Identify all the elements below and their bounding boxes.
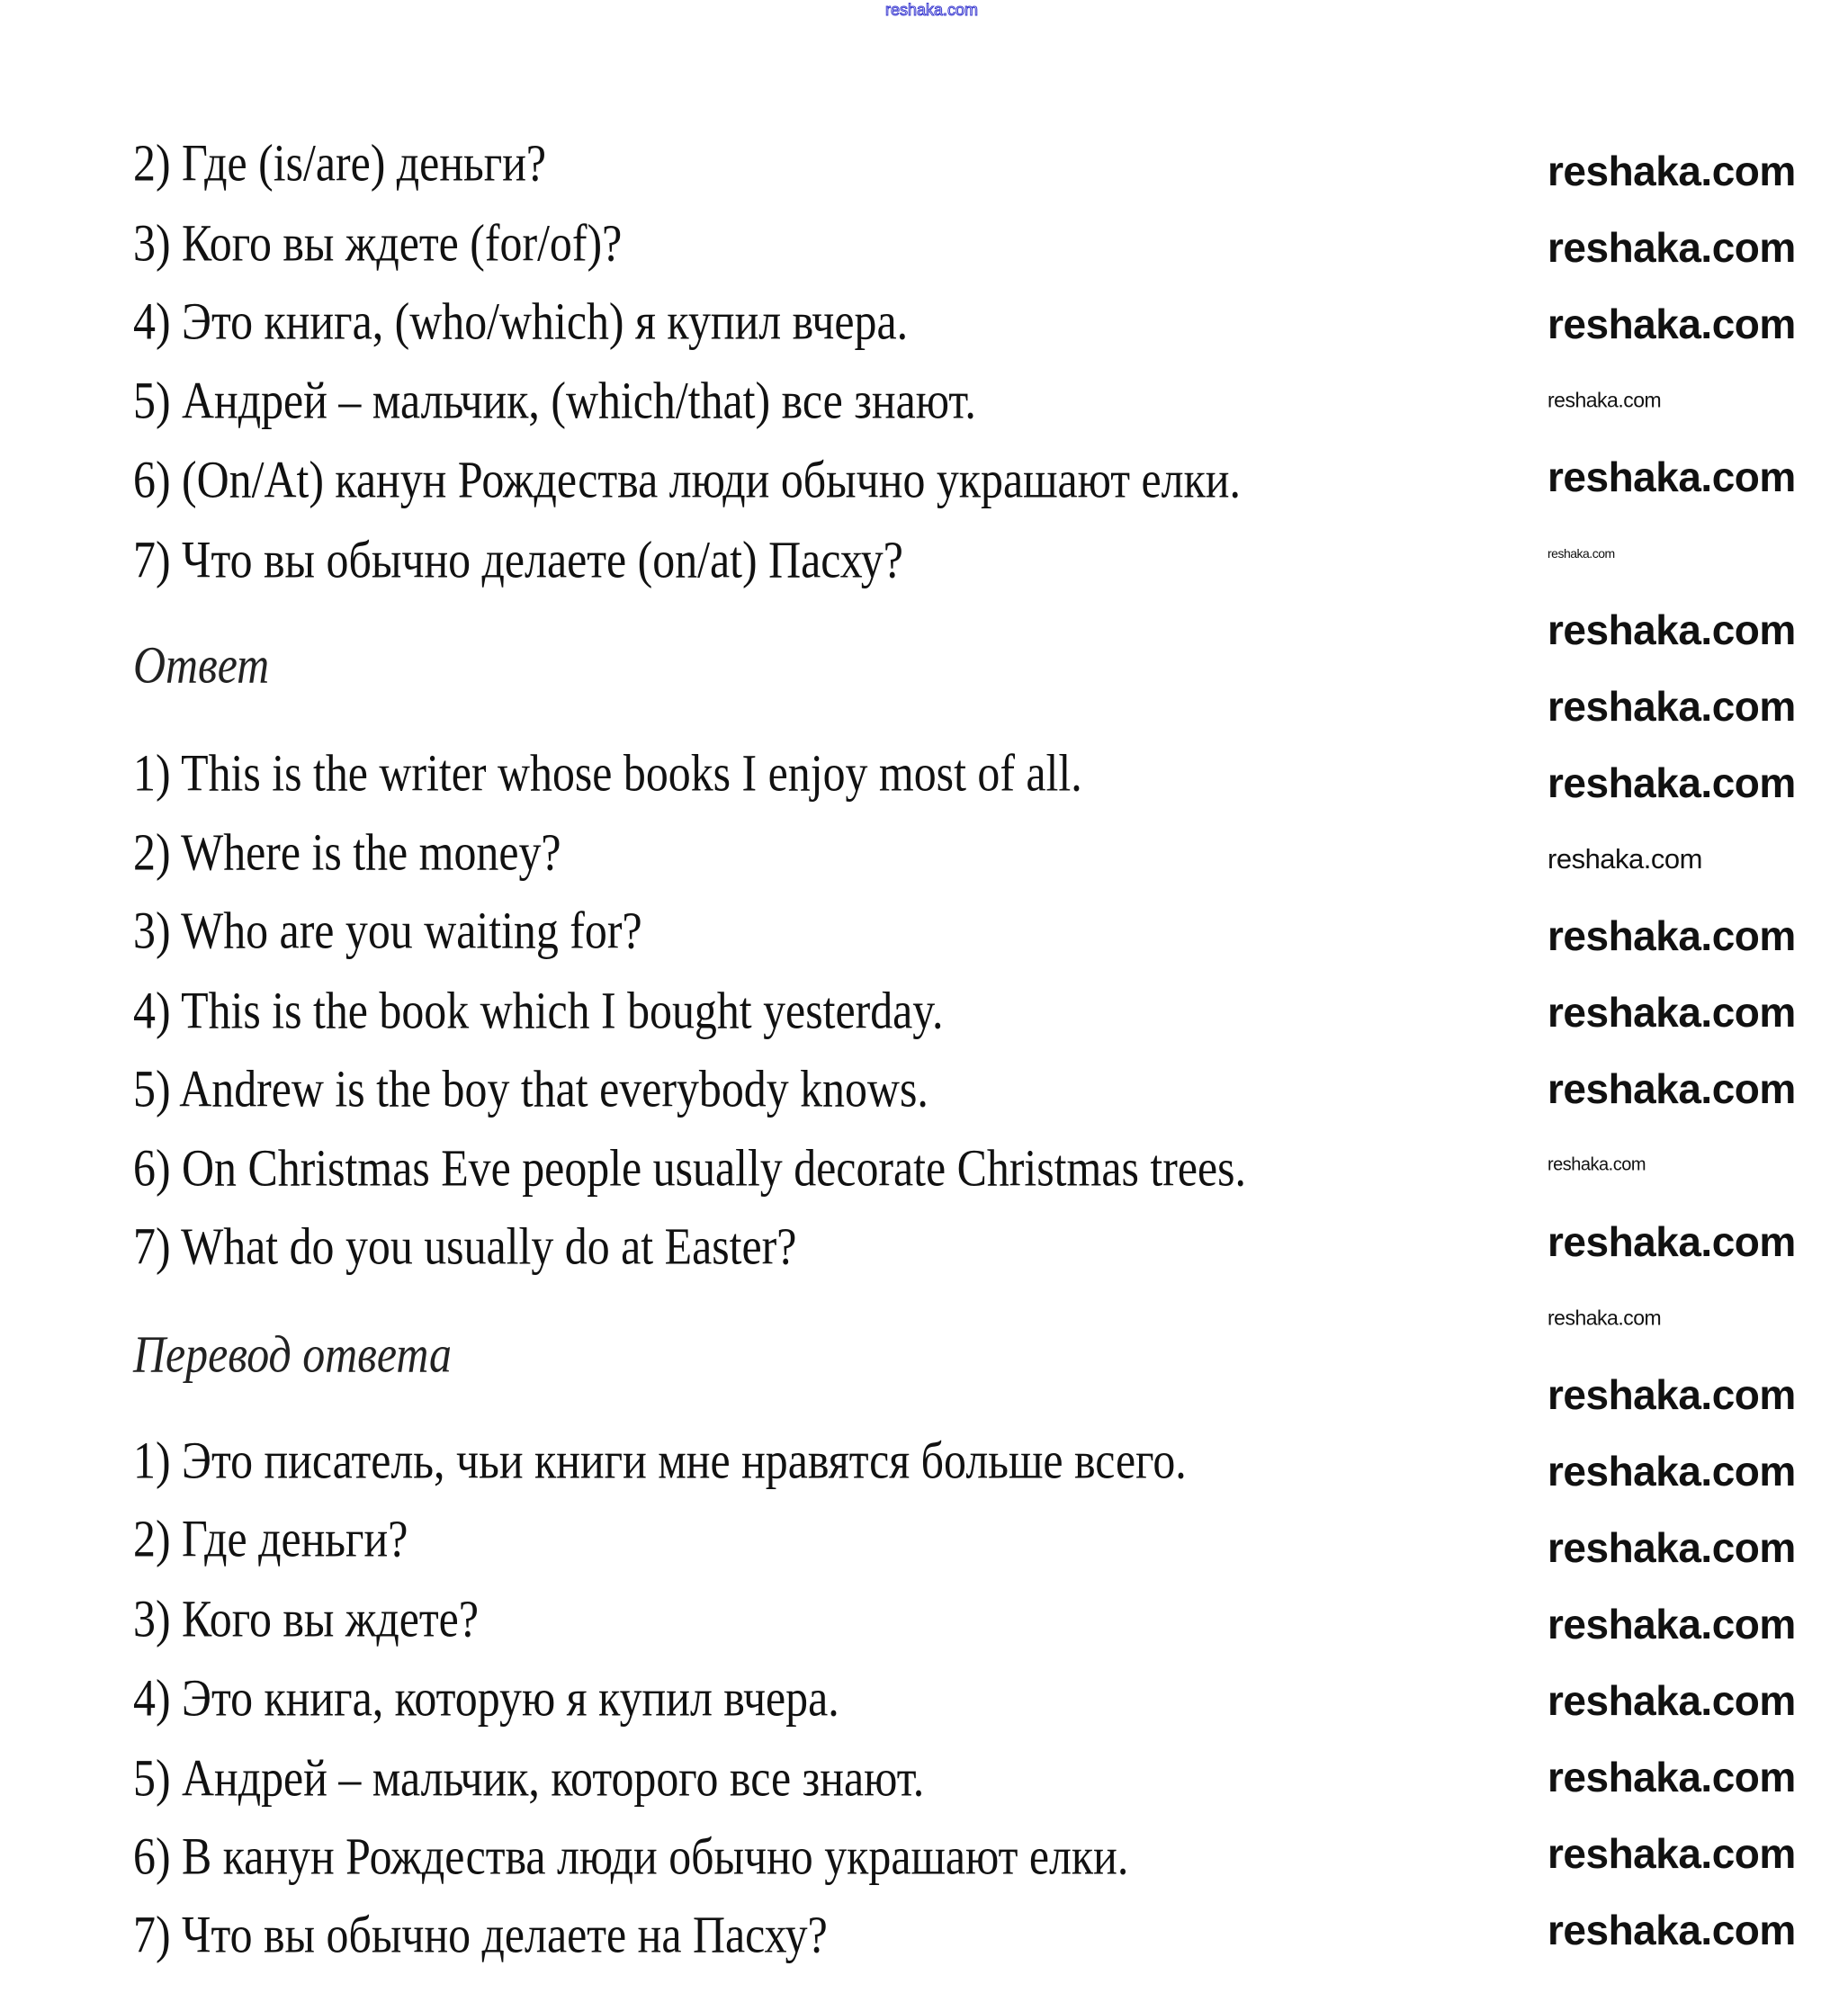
translation-heading: Перевод ответа xyxy=(133,1324,452,1384)
watermark: reshaka.com xyxy=(1547,546,1615,561)
exercise-line: 3) Кого вы ждете (for/of)? xyxy=(133,213,623,273)
watermark: reshaka.com xyxy=(1547,1907,1796,1953)
watermark: reshaka.com xyxy=(1547,759,1796,806)
watermark: reshaka.com xyxy=(1547,148,1796,194)
answer-line: 2) Where is the money? xyxy=(133,822,561,882)
translation-line: 7) Что вы обычно делаете на Пасху? xyxy=(133,1905,828,1964)
answer-line: 7) What do you usually do at Easter? xyxy=(133,1216,797,1276)
watermark: reshaka.com xyxy=(1547,301,1796,347)
watermark: reshaka.com xyxy=(1547,1830,1796,1877)
answer-line: 5) Andrew is the boy that everybody knows. xyxy=(133,1059,928,1118)
exercise-line: 5) Андрей – мальчик, (which/that) все знают. xyxy=(133,371,976,430)
watermark: reshaka.com xyxy=(1547,453,1796,500)
answer-line: 4) This is the book which I bought yesterday. xyxy=(133,981,944,1040)
translation-line: 5) Андрей – мальчик, которого все знают. xyxy=(133,1748,925,1808)
watermark: reshaka.com xyxy=(1547,683,1796,730)
exercise-line: 4) Это книга, (who/which) я купил вчера. xyxy=(133,292,909,351)
answer-heading: Ответ xyxy=(133,635,270,695)
watermark: reshaka.com xyxy=(1547,912,1796,959)
watermark: reshaka.com xyxy=(1547,1306,1662,1330)
answer-line: 6) On Christmas Eve people usually decorate Christmas trees. xyxy=(133,1138,1247,1198)
exercise-line: 7) Что вы обычно делаете (on/at) Пасху? xyxy=(133,530,903,589)
watermark: reshaka.com xyxy=(1547,1754,1796,1800)
watermark: reshaka.com xyxy=(1547,989,1796,1036)
watermark: reshaka.com xyxy=(1547,1065,1796,1112)
watermark: reshaka.com xyxy=(1547,1218,1796,1265)
translation-line: 2) Где деньги? xyxy=(133,1509,408,1568)
watermark: reshaka.com xyxy=(1547,1371,1796,1418)
watermark: reshaka.com xyxy=(1547,1448,1796,1495)
answer-line: 1) This is the writer whose books I enjoy most of all. xyxy=(133,743,1082,803)
watermark: reshaka.com xyxy=(1547,388,1662,412)
exercise-line: 2) Где (is/are) деньги? xyxy=(133,133,547,193)
translation-line: 3) Кого вы ждете? xyxy=(133,1589,479,1648)
header-watermark[interactable]: reshaka.com xyxy=(885,1,979,19)
watermark: reshaka.com xyxy=(1547,606,1796,653)
exercise-line: 6) (On/At) канун Рождества люди обычно украшают елки. xyxy=(133,450,1241,509)
translation-line: 1) Это писатель, чьи книги мне нравятся больше всего. xyxy=(133,1431,1187,1490)
watermark: reshaka.com xyxy=(1547,843,1702,875)
watermark: reshaka.com xyxy=(1547,1677,1796,1724)
answer-line: 3) Who are you waiting for? xyxy=(133,901,642,960)
watermark: reshaka.com xyxy=(1547,1601,1796,1647)
watermark: reshaka.com xyxy=(1547,224,1796,271)
watermark: reshaka.com xyxy=(1547,1154,1646,1175)
translation-line: 6) В канун Рождества люди обычно украшают елки. xyxy=(133,1827,1129,1886)
translation-line: 4) Это книга, которую я купил вчера. xyxy=(133,1668,839,1728)
watermark: reshaka.com xyxy=(1547,1524,1796,1571)
